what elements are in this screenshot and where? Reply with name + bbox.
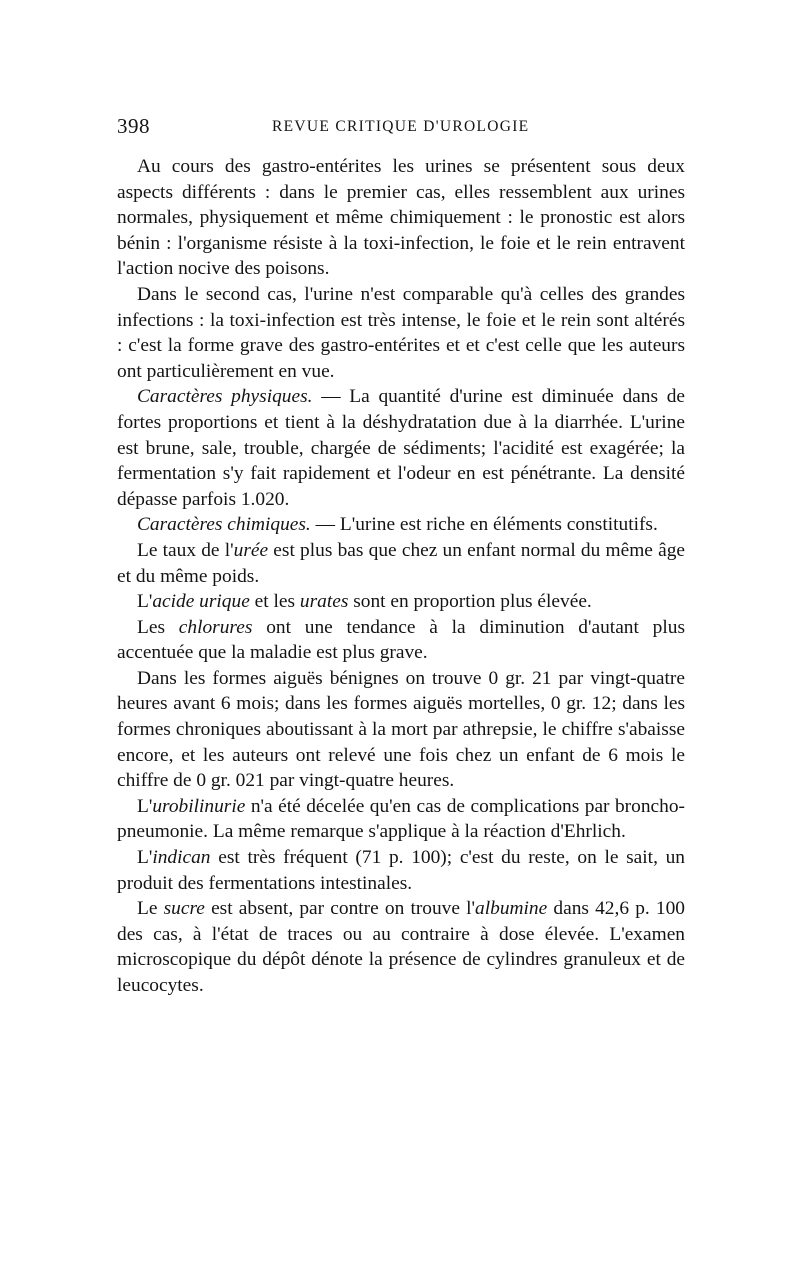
paragraph-text: — La quantité d'urine est diminuée dans de fortes proportions et tient à la déshydratation due à la diarrhée. L'urine est brune, sale, trouble, chargée de sédiments; l'acidité est exagérée; la fermentation s'y fait rapidement et l'odeur en est pénétrante. La densité dépasse parfois 1.020. [117, 386, 686, 510]
text-run: dans 42,6 p. 100 des cas, à l'état de traces ou au contraire à dose élevée. L'examen microscopique du dépôt dénote la présence de cylindres granuleux et de leucocytes. [117, 898, 686, 996]
paragraph-text: Au cours des gastro-entérites les urines se présentent sous deux aspects différents : dans le premier cas, elles ressemblent aux urines normales, physiquement et même chimiquement : le pronostic est alors bénin : l'organisme résiste à la toxi-infection, le foie et le rein entravent l'action nocive des poisons. [117, 156, 685, 280]
text-run: et les [249, 591, 300, 613]
text-run: Le [137, 898, 164, 920]
paragraph-second-cas [117, 282, 685, 384]
paragraph-gastro-enterites-intro [117, 154, 685, 282]
section-lead-chimiques: Caractères chimiques. [137, 514, 311, 536]
book-page [117, 108, 685, 999]
paragraph-urobilinurie [117, 794, 685, 845]
text-run: L' [137, 591, 153, 613]
text-run: Le taux de l' [137, 539, 234, 561]
text-run: L' [137, 795, 153, 817]
paragraph-text: Dans les formes aiguës bénignes on trouve 0 gr. 21 par vingt-quatre heures avant 6 mois; dans les formes aiguës mortelles, 0 gr. 12; dans les formes chroniques aboutissant à la mort par athrepsie, le chiffre s'abaisse encore, et les auteurs ont relevé une fois chez un enfant de 6 mois le chiffre de 0 gr. 021 par vingt-quatre heures. [117, 667, 685, 792]
term-uree: urée [233, 539, 269, 561]
text-run: est très fréquent (71 p. 100); c'est du reste, on le sait, un produit des fermentations intestinales. [117, 847, 685, 894]
term-albumine: albumine [475, 898, 548, 920]
paragraph-text: Dans le second cas, l'urine n'est comparable qu'à celles des grandes infections : la toxi-infection est très intense, le foie et le rein sont altérés : c'est la forme grave des gastro-entérites et et c'est celle que les auteurs ont particulièrement en vue. [117, 283, 685, 382]
term-acide-urique: acide urique [152, 591, 250, 613]
text-run: sont en proportion plus élevée. [348, 591, 592, 613]
term-sucre: sucre [163, 898, 205, 920]
text-run: L' [137, 847, 153, 869]
paragraph-chlorures [117, 615, 685, 666]
term-indican: indican [152, 847, 211, 869]
term-urates: urates [299, 591, 349, 613]
journal-title: REVUE CRITIQUE D'UROLOGIE [272, 118, 530, 135]
page-number: 398 [117, 114, 150, 138]
text-run: ont une tendance à la diminution d'autant plus accentuée que la maladie est plus grave. [117, 616, 685, 664]
text-run: est absent, par contre on trouve l' [204, 898, 476, 920]
paragraph-sucre-albumine [117, 896, 685, 998]
section-lead-physiques: Caractères physiques. [137, 386, 313, 408]
paragraph-caracteres-physiques [117, 384, 685, 512]
paragraph-text: — L'urine est riche en éléments constitutifs. [310, 514, 658, 536]
paragraph-caracteres-chimiques [117, 512, 685, 538]
text-run: n'a été décelée qu'en cas de complications par broncho-pneumonie. La même remarque s'applique à la réaction d'Ehrlich. [117, 795, 685, 843]
paragraph-uree [117, 538, 685, 589]
term-chlorures: chlorures [178, 616, 253, 638]
paragraph-formes-aigues [117, 666, 685, 794]
body-text [117, 154, 685, 999]
running-head [117, 108, 685, 142]
paragraph-indican [117, 845, 685, 896]
term-urobilinurie: urobilinurie [152, 795, 246, 817]
text-run: Les [137, 616, 179, 638]
paragraph-acide-urique [117, 589, 685, 615]
text-run: est plus bas que chez un enfant normal du même âge et du même poids. [117, 539, 686, 587]
